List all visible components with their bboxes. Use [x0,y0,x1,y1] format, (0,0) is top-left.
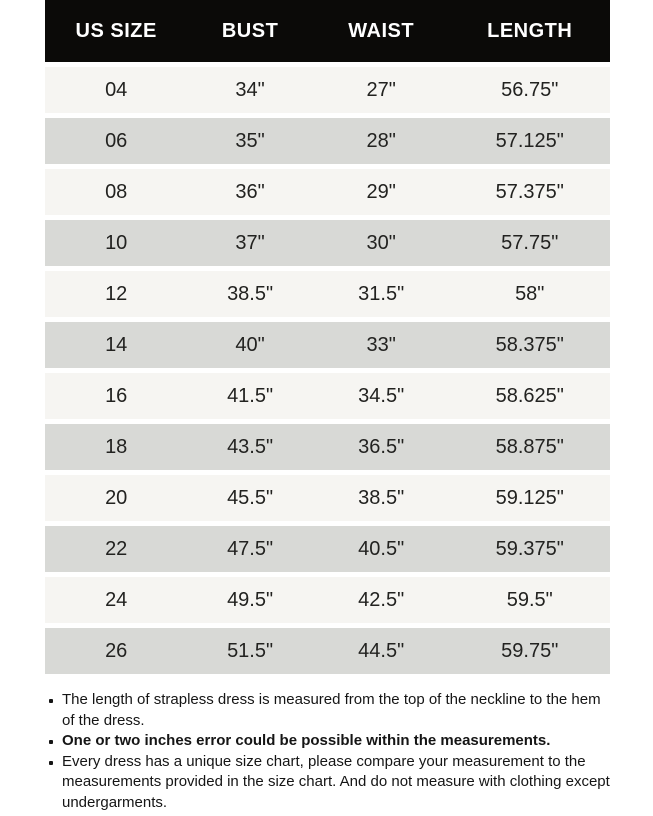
bullet-icon [49,761,53,765]
cell-waist: 33" [366,333,396,356]
cell-waist: 36.5" [358,435,405,458]
cell-bust: 37" [235,231,265,254]
cell-waist: 44.5" [358,639,405,662]
table-row [45,628,610,674]
table-row [45,271,610,317]
cell-waist: 27" [366,78,396,101]
bullet-icon [49,740,53,744]
cell-waist: 34.5" [358,384,405,407]
cell-us-size: 06 [105,129,128,152]
footnote-item [45,731,612,752]
cell-length: 58.875" [495,435,564,458]
cell-bust: 34" [235,78,265,101]
cell-us-size: 20 [105,486,128,509]
table-row [45,373,610,419]
cell-bust: 49.5" [227,588,274,611]
cell-length: 58.625" [495,384,564,407]
bullet-icon [49,699,53,703]
footnote-item [45,690,612,731]
cell-bust: 40" [235,333,265,356]
cell-waist: 29" [366,180,396,203]
cell-us-size: 14 [105,333,128,356]
table-row [45,67,610,113]
cell-bust: 36" [235,180,265,203]
cell-waist: 31.5" [358,282,405,305]
cell-waist: 30" [366,231,396,254]
cell-us-size: 12 [105,282,128,305]
column-header-us-size: US SIZE [75,19,157,42]
cell-us-size: 24 [105,588,128,611]
cell-bust: 35" [235,129,265,152]
cell-us-size: 10 [105,231,128,254]
table-row [45,475,610,521]
cell-bust: 38.5" [227,282,274,305]
cell-length: 58" [515,282,545,305]
cell-us-size: 16 [105,384,128,407]
table-row [45,526,610,572]
cell-bust: 51.5" [227,639,274,662]
cell-length: 59.75" [501,639,559,662]
cell-bust: 41.5" [227,384,274,407]
cell-waist: 28" [366,129,396,152]
table-row [45,424,610,470]
cell-length: 57.375" [495,180,564,203]
table-row [45,577,610,623]
cell-bust: 45.5" [227,486,274,509]
footnote-text: The length of strapless dress is measured from the top of the neckline to the hem of the dress. [62,691,601,729]
footnote-item [45,752,612,814]
cell-us-size: 22 [105,537,128,560]
table-row [45,322,610,368]
table-header-row [45,0,610,62]
cell-length: 59.125" [495,486,564,509]
cell-length: 56.75" [501,78,559,101]
cell-length: 59.5" [506,588,553,611]
footnote-text: One or two inches error could be possible within the measurements. [62,732,551,749]
cell-bust: 47.5" [227,537,274,560]
cell-length: 58.375" [495,333,564,356]
column-header-bust: BUST [221,19,279,42]
footnotes [45,690,612,813]
size-chart-table [45,0,610,674]
cell-bust: 43.5" [227,435,274,458]
cell-us-size: 18 [105,435,128,458]
column-header-length: LENGTH [487,19,573,42]
cell-waist: 42.5" [358,588,405,611]
table-row [45,118,610,164]
table-row [45,220,610,266]
table-row [45,169,610,215]
cell-length: 59.375" [495,537,564,560]
cell-waist: 40.5" [358,537,405,560]
column-header-waist: WAIST [348,19,415,42]
cell-us-size: 08 [105,180,128,203]
footnote-text: Every dress has a unique size chart, please compare your measurement to the measurements provided in the size chart. And do not measure with clothing except undergarments. [62,752,610,811]
cell-length: 57.125" [495,129,564,152]
cell-length: 57.75" [501,231,559,254]
cell-waist: 38.5" [358,486,405,509]
cell-us-size: 04 [105,78,128,101]
cell-us-size: 26 [105,639,128,662]
